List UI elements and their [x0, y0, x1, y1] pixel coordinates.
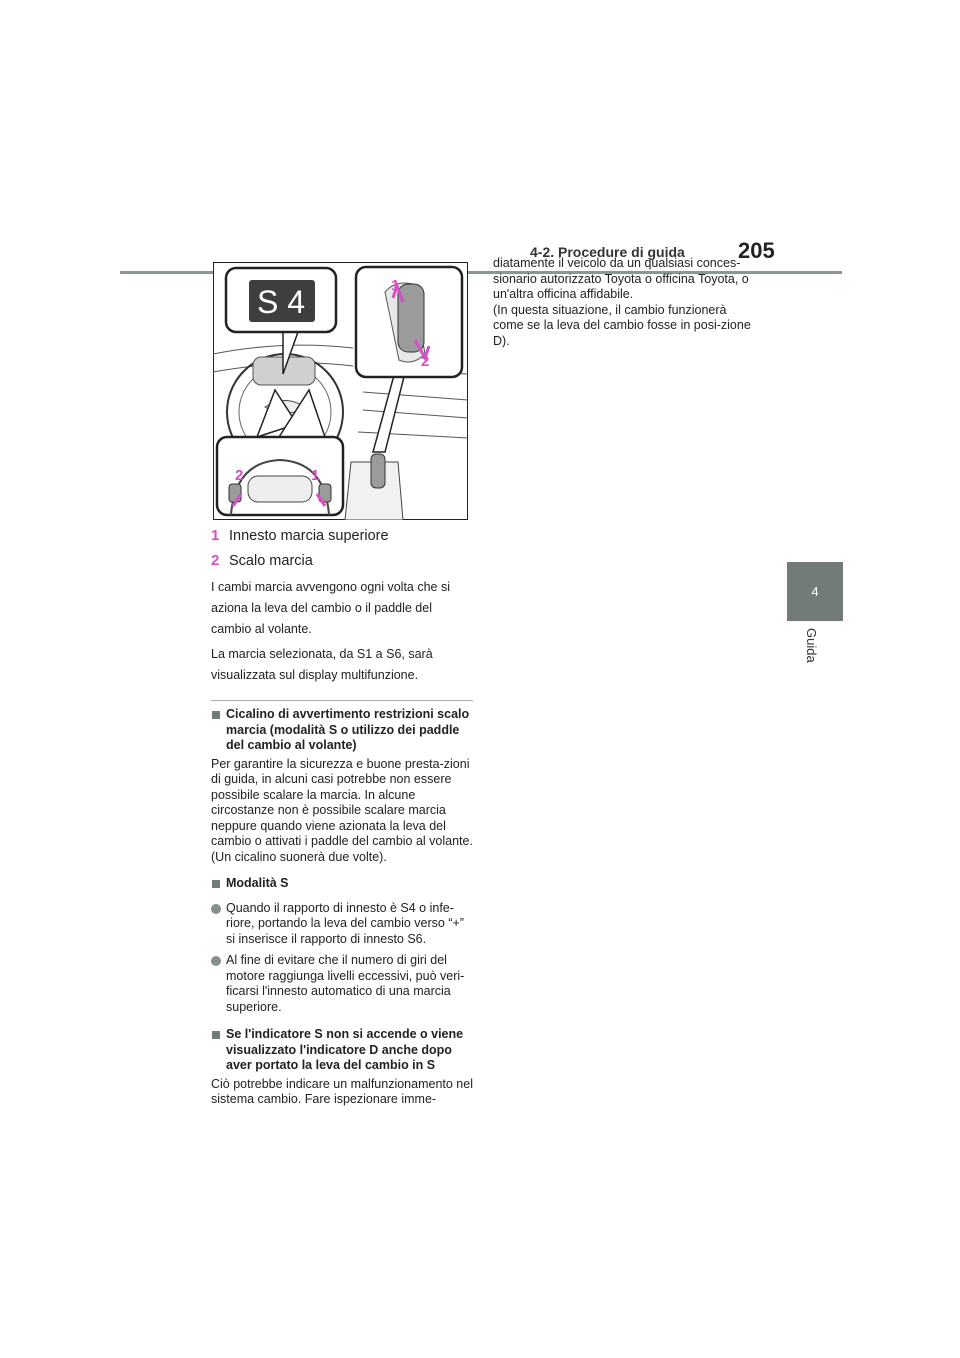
heading-text: Se l'indicatore S non si accende o viene visualizzato l'indicatore D anche dopo aver portato la leva del cambio in S [226, 1027, 464, 1072]
section-divider [211, 700, 473, 701]
caption-downshift [211, 552, 473, 569]
square-bullet-icon [212, 711, 220, 719]
caption-number: 2 [211, 552, 220, 569]
s4-display-text: S 4 [256, 284, 306, 320]
intro-paragraph-2: La marcia selezionata, da S1 a S6, sarà visualizzata sul display multifunzione. [211, 647, 433, 682]
chapter-tab [787, 562, 843, 621]
square-bullet-icon [212, 1031, 220, 1039]
heading-text: Cicalino di avvertimento restrizioni scalo marcia (modalità S o utilizzo dei paddle del cambio al volante) [226, 707, 470, 752]
caption-number: 1 [211, 527, 220, 544]
caption-text: Innesto marcia superiore [229, 528, 389, 544]
bullet-text: Al fine di evitare che il numero di giri del motore raggiunga livelli eccessivi, può veri-ficarsi l'innesto automatico di una marcia superiore. [226, 953, 465, 1014]
chapter-label [787, 628, 843, 678]
round-bullet-icon [211, 956, 221, 966]
bullet-text: Quando il rapporto di innesto è S4 o infe-riore, portando la leva del cambio verso “+” si inserisce il rapporto di innesto S6. [226, 900, 464, 946]
right-column [493, 256, 755, 354]
left-column [211, 527, 473, 1113]
mode-s-bullet-1 [211, 901, 473, 948]
caption-text: Scalo marcia [229, 553, 313, 569]
page-number: 205 [738, 238, 775, 263]
square-bullet-icon [212, 880, 220, 888]
callout-upper-2: 2 [421, 353, 430, 370]
warning-paragraph: Per garantire la sicurezza e buone presta-zioni di guida, in alcuni casi potrebbe non essere possibile scalare la marcia. In alcune circostanze non è possibile scalare marcia neppure quando viene azionata la leva del cambio o attivati i paddle del cambio al volante. (Un cicalino suonerà due volte). [211, 756, 473, 864]
mode-s-bullet-2 [211, 953, 473, 1015]
callout-upper-1: 1 [391, 277, 400, 294]
caption-upshift [211, 527, 473, 544]
chapter-label-text: Guida [804, 628, 819, 663]
section-title: 4-2. Procedure di guida [530, 244, 685, 260]
shift-illustration [213, 262, 468, 520]
indicator-paragraph-continued: diatamente il veicolo da un qualsiasi conces-sionario autorizzato Toyota o officina Toyota, o un'altra officina affidabile. (In questa situazione, il cambio funzionerà come se la leva del cambio fosse in posi-zione D). [493, 256, 751, 348]
section-heading-indicator [211, 1027, 473, 1074]
chapter-number: 4 [811, 584, 819, 599]
callout-lower-2: 2 [235, 467, 244, 484]
section-heading-mode-s [211, 876, 473, 892]
intro-paragraph-1: I cambi marcia avvengono ogni volta che si aziona la leva del cambio o il paddle del cambio al volante. [211, 580, 451, 636]
callout-lower-1: 1 [311, 467, 320, 484]
heading-text: Modalità S [226, 876, 289, 890]
section-heading-warning [211, 707, 473, 754]
round-bullet-icon [211, 904, 221, 914]
indicator-paragraph: Ciò potrebbe indicare un malfunzionamento nel sistema cambio. Fare ispezionare imme- [211, 1076, 473, 1106]
